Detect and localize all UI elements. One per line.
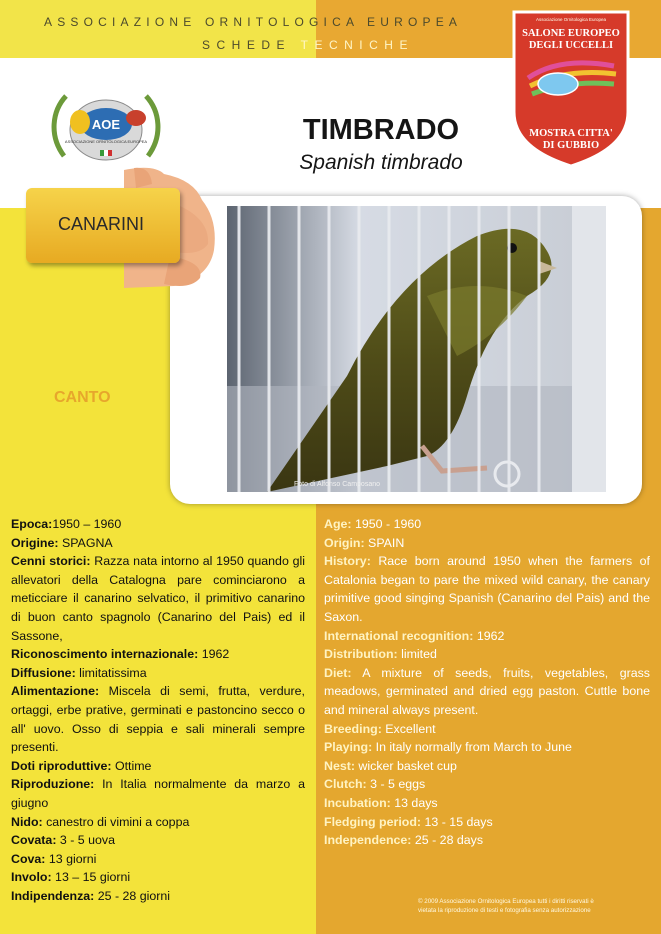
detail-value: 25 - 28 days [411, 833, 484, 848]
detail-label: Distribution: [324, 647, 398, 662]
detail-value: Miscela di semi, frutta, verdure, ortaggi, erbe prative, germinati e pastoncino secco o all' uovo. Osso di seppia e sali minerali sempre presenti. [11, 684, 305, 755]
detail-label: Independence: [324, 833, 412, 848]
schede-word: SCHEDE [202, 38, 292, 52]
aoe-logo-text: AOE [91, 117, 121, 132]
detail-riproduzione [11, 775, 305, 812]
detail-value: 13 giorni [45, 851, 97, 866]
detail-label: History: [324, 554, 371, 569]
detail-value: Ottime [111, 758, 152, 773]
detail-indipendenza [11, 887, 305, 906]
detail-alimentazione [11, 682, 305, 756]
copyright-line1: © 2009 Associazione Ornitologica Europea tutti i diritti riservati è [418, 898, 594, 905]
english-details [324, 515, 650, 850]
detail-value: Race born around 1950 when the farmers of Catalonia began to pare the mixed wild canary, the canary primitive good singing Spanish (Canarino del Pais) and the Saxon. [324, 554, 650, 624]
badge-top-text: Associazione Ornitologica Europea [535, 17, 607, 22]
detail-value: In italy normally from March to June [372, 740, 572, 755]
tecniche-word: TECNICHE [300, 38, 414, 52]
detail-cova [11, 850, 305, 869]
detail-label: Epoca: [11, 517, 53, 531]
detail-recognition [324, 627, 650, 646]
category-label: CANARINI [57, 214, 144, 234]
detail-diet [324, 664, 650, 720]
copyright-line2: vietata la riproduzione di testi e fotografia senza autorizzazione [418, 907, 591, 914]
italian-details [11, 515, 305, 905]
detail-label: Nido: [11, 814, 43, 829]
association-name: ASSOCIAZIONE ORNITOLOGICA EUROPEA [44, 15, 463, 29]
category-card [26, 188, 180, 263]
detail-independence [324, 831, 650, 850]
detail-value: Excellent [381, 721, 436, 736]
detail-age [324, 515, 650, 534]
detail-value: 13 – 15 giorni [51, 870, 131, 885]
detail-value: 13 - 15 days [421, 814, 493, 829]
detail-fledging [324, 813, 650, 832]
detail-label: Clutch: [324, 777, 367, 792]
detail-label: Indipendenza: [11, 888, 95, 903]
detail-label: Diet: [324, 665, 352, 680]
detail-nest [324, 757, 650, 776]
badge-line1: SALONE EUROPEO [522, 28, 620, 39]
detail-value: 13 days [390, 795, 438, 810]
detail-label: Origine: [11, 535, 59, 550]
detail-breeding [324, 720, 650, 739]
detail-value: 1950 – 1960 [52, 517, 122, 531]
detail-label: Incubation: [324, 795, 391, 810]
detail-value: 3 - 5 uova [56, 833, 116, 848]
detail-value: 1950 - 1960 [351, 517, 422, 531]
detail-epoca [11, 515, 305, 534]
detail-value: SPAGNA [58, 535, 113, 550]
detail-playing [324, 738, 650, 757]
copyright-footer [418, 897, 650, 915]
detail-value: 25 - 28 giorni [94, 888, 171, 903]
detail-label: Alimentazione: [11, 684, 100, 699]
detail-label: International recognition: [324, 628, 474, 643]
section-header [202, 38, 414, 52]
canary-photo [227, 206, 606, 492]
detail-label: Diffusione: [11, 665, 76, 680]
section-label: CANTO [54, 389, 111, 406]
detail-label: Cova: [11, 851, 46, 866]
detail-label: Origin: [324, 535, 365, 550]
detail-label: Riproduzione: [11, 777, 95, 792]
badge-line3: MOSTRA CITTA' [529, 128, 613, 139]
detail-value: Razza nata intorno al 1950 quando gli allevatori della Catalogna pare cominciarono a meticciare il canarino selvatico, il primitivo canarino di buon canto spagnolo (Canarino del Pais) ed il Sassone, [11, 554, 306, 643]
salone-europeo-badge [510, 8, 632, 168]
detail-origine [11, 534, 305, 553]
detail-label: Riconoscimento internazionale: [11, 647, 199, 662]
detail-value: 3 - 5 eggs [366, 777, 426, 792]
detail-incubation [324, 794, 650, 813]
aoe-logo [44, 86, 168, 170]
badge-line2: DEGLI UCCELLI [528, 40, 614, 51]
detail-value: wicker basket cup [354, 758, 457, 773]
breed-title: TIMBRADO [302, 114, 460, 146]
detail-label: Age: [324, 517, 352, 531]
detail-value: 1962 [198, 647, 230, 662]
detail-value: limited [397, 647, 437, 662]
detail-nido [11, 813, 305, 832]
detail-value: 1962 [473, 628, 505, 643]
detail-value: canestro di vimini a coppa [42, 814, 190, 829]
detail-value: A mixture of seeds, fruits, vegetables, grass meadows, germinated and dried egg paston. Cuttle bone and mineral always present. [324, 665, 650, 717]
detail-covata [11, 831, 305, 850]
detail-doti [11, 757, 305, 776]
photo-credit: Foto di Alfonso Camposano [294, 481, 380, 488]
breed-subtitle: Spanish timbrado [299, 151, 463, 174]
aoe-logo-caption: ASSOCIAZIONE ORNITOLOGICA EUROPEA [64, 139, 148, 144]
detail-diffusione [11, 664, 305, 683]
detail-value: In Italia normalmente da marzo a giugno [11, 777, 305, 810]
detail-label: Cenni storici: [11, 554, 91, 569]
detail-label: Fledging period: [324, 814, 422, 829]
detail-cenni-storici [11, 552, 305, 645]
detail-label: Involo: [11, 870, 52, 885]
detail-label: Playing: [324, 740, 373, 755]
detail-label: Doti riproduttive: [11, 758, 112, 773]
detail-distribution [324, 645, 650, 664]
detail-riconoscimento [11, 645, 305, 664]
detail-clutch [324, 775, 650, 794]
badge-line4: DI GUBBIO [542, 140, 600, 151]
detail-label: Breeding: [324, 721, 382, 736]
detail-label: Nest: [324, 758, 355, 773]
detail-history [324, 552, 650, 626]
detail-value: SPAIN [364, 535, 405, 550]
detail-involo [11, 868, 305, 887]
detail-origin [324, 534, 650, 553]
detail-label: Covata: [11, 833, 57, 848]
detail-value: limitatissima [75, 665, 147, 680]
